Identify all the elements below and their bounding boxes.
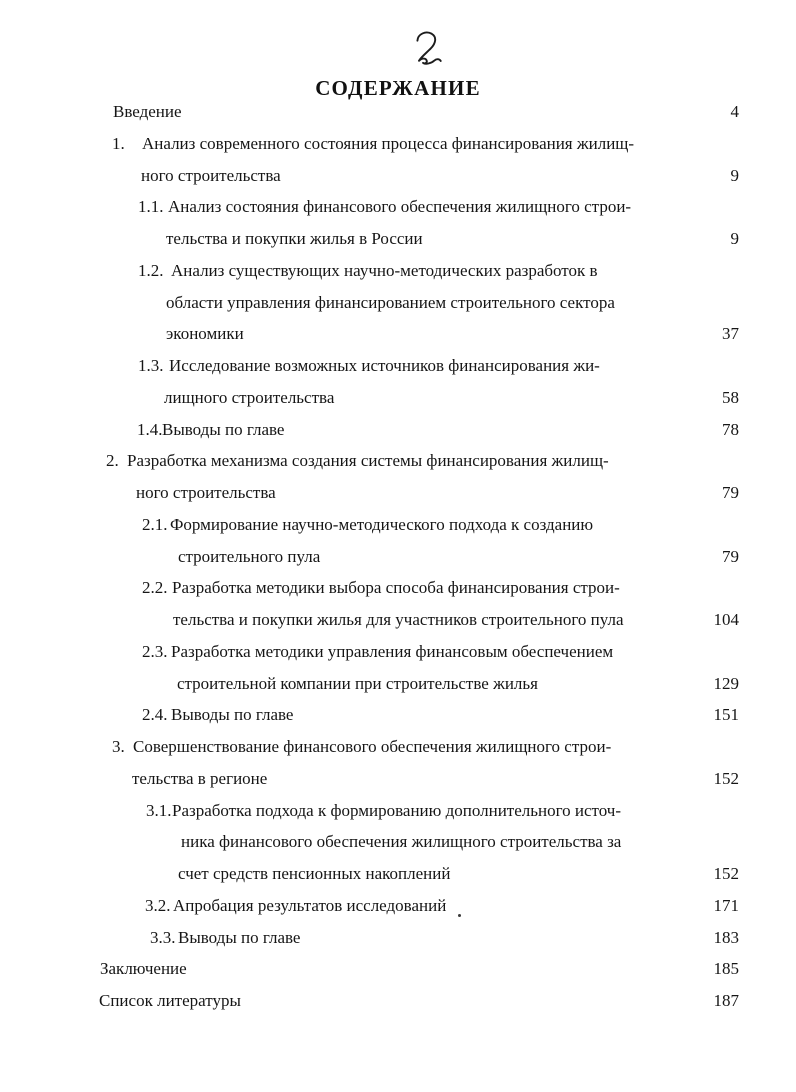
toc-line: [0, 858, 739, 890]
toc-entry-number: 1.3.: [138, 356, 164, 375]
toc-entry-text: ника финансового обеспечения жилищного строительства за: [181, 832, 622, 852]
toc-entry-text: Совершенствование финансового обеспечения жилищного строи-: [133, 737, 612, 756]
toc-entry-number: 3.2.: [145, 895, 171, 915]
scan-dot-artifact: [458, 914, 461, 917]
toc-line: [0, 477, 739, 509]
toc-line: [0, 636, 739, 668]
toc-line: [0, 985, 739, 1017]
toc-entry-text: счет средств пенсионных накоплений: [178, 864, 451, 883]
toc-entry-text: области управления финансированием строительного сектора: [166, 292, 615, 312]
toc-entry-text: Выводы по главе: [178, 927, 301, 947]
toc-entry-text: тельства в регионе: [132, 768, 268, 788]
toc-entry-text: Анализ существующих научно-методических разработок в: [171, 260, 598, 280]
toc-entry-text: Разработка методики выбора способа финансирования строи-: [172, 578, 620, 598]
toc-entry-text: Разработка механизма создания системы финансирования жилищ-: [127, 451, 609, 471]
toc-page-number: 171: [713, 895, 739, 915]
toc-line: [0, 509, 739, 541]
toc-page-number: 78: [722, 419, 739, 439]
toc-entry-text: Список литературы: [99, 991, 241, 1010]
handwritten-page-number: [412, 29, 444, 65]
toc-entry-text: Апробация результатов исследований: [173, 895, 447, 915]
toc-page-number: 151: [713, 705, 739, 725]
toc-page-number: 152: [713, 864, 739, 883]
toc-line: [0, 572, 739, 604]
toc-entry-text: тельства и покупки жилья в России: [166, 229, 423, 248]
toc-page-number: 9: [730, 229, 739, 248]
toc-entry-number: 3.1.: [146, 800, 172, 820]
toc-entry-number: 3.: [112, 737, 125, 756]
toc-line: [0, 255, 739, 287]
toc-entry-number: 2.: [106, 451, 119, 471]
toc-line: [0, 191, 739, 223]
toc-entry-text: строительной компании при строительстве жилья: [177, 673, 538, 693]
toc-line: [0, 763, 739, 795]
toc-entry-text: Исследование возможных источников финансирования жи-: [169, 356, 600, 375]
toc-entry-text: Анализ современного состояния процесса финансирования жилищ-: [142, 133, 635, 153]
toc-line: [0, 350, 739, 382]
toc-entry-text: тельства и покупки жилья для участников строительного пула: [173, 610, 624, 629]
toc-line: [0, 953, 739, 985]
toc-page-number: 9: [730, 165, 739, 185]
toc-line: [0, 414, 739, 446]
toc-page-number: 104: [713, 610, 739, 629]
toc-page-number: 187: [713, 991, 739, 1010]
toc-entry-number: 1.1.: [138, 197, 164, 217]
toc-line: [0, 604, 739, 636]
toc-page-number: 79: [722, 483, 739, 502]
toc-entry-number: 3.3.: [150, 927, 176, 947]
toc-page-number: 79: [722, 546, 739, 566]
toc-entry-number: 2.4.: [142, 705, 168, 725]
toc-entry-text: экономики: [166, 324, 244, 344]
toc-page-number: 4: [730, 102, 739, 121]
toc-entry-text: ного строительства: [136, 483, 276, 502]
toc-page-number: 37: [722, 324, 739, 344]
toc-line: [0, 699, 739, 731]
toc-line: [0, 890, 739, 922]
toc-entry-text: Разработка подхода к формированию дополнительного источ-: [172, 800, 622, 820]
toc-entry-number: 1.: [112, 133, 125, 153]
toc-page-number: 152: [713, 768, 739, 788]
toc-line: [0, 223, 739, 255]
toc-line: [0, 128, 739, 160]
toc-entry-text: Формирование научно-методического подхода к созданию: [170, 514, 594, 534]
table-of-contents: [0, 96, 796, 1017]
toc-line: [0, 445, 739, 477]
toc-entry-text: Выводы по главе: [162, 419, 285, 439]
toc-entry-text: Анализ состояния финансового обеспечения жилищного строи-: [168, 197, 632, 217]
toc-page-number: 183: [713, 927, 739, 947]
toc-entry-text: Заключение: [100, 959, 187, 979]
toc-line: [0, 795, 739, 827]
toc-line: [0, 287, 739, 319]
toc-line: [0, 318, 739, 350]
toc-entry-text: лищного строительства: [164, 387, 335, 407]
toc-line: [0, 382, 739, 414]
toc-line: [0, 668, 739, 700]
toc-entry-text: ного строительства: [141, 165, 281, 185]
toc-line: [0, 160, 739, 192]
toc-entry-number: 2.1.: [142, 514, 168, 534]
toc-line: [0, 541, 739, 573]
toc-entry-number: 2.3.: [142, 641, 168, 661]
toc-page-number: 58: [722, 387, 739, 407]
toc-line: [0, 96, 739, 128]
toc-entry-text: Разработка методики управления финансовым обеспечением: [171, 641, 614, 661]
toc-page-number: 185: [713, 959, 739, 979]
toc-page-number: 129: [713, 673, 739, 693]
toc-entry-text: Введение: [113, 102, 182, 121]
page-title: СОДЕРЖАНИЕ: [315, 76, 481, 100]
toc-entry-text: Выводы по главе: [171, 705, 294, 725]
handwritten-2-glyph: [412, 29, 444, 65]
toc-line: [0, 826, 739, 858]
toc-entry-number: 1.2.: [138, 260, 164, 280]
toc-line: [0, 922, 739, 954]
toc-entry-number: 2.2.: [142, 578, 168, 598]
toc-entry-text: строительного пула: [178, 546, 321, 566]
toc-entry-number: 1.4.: [137, 419, 163, 439]
toc-line: [0, 731, 739, 763]
